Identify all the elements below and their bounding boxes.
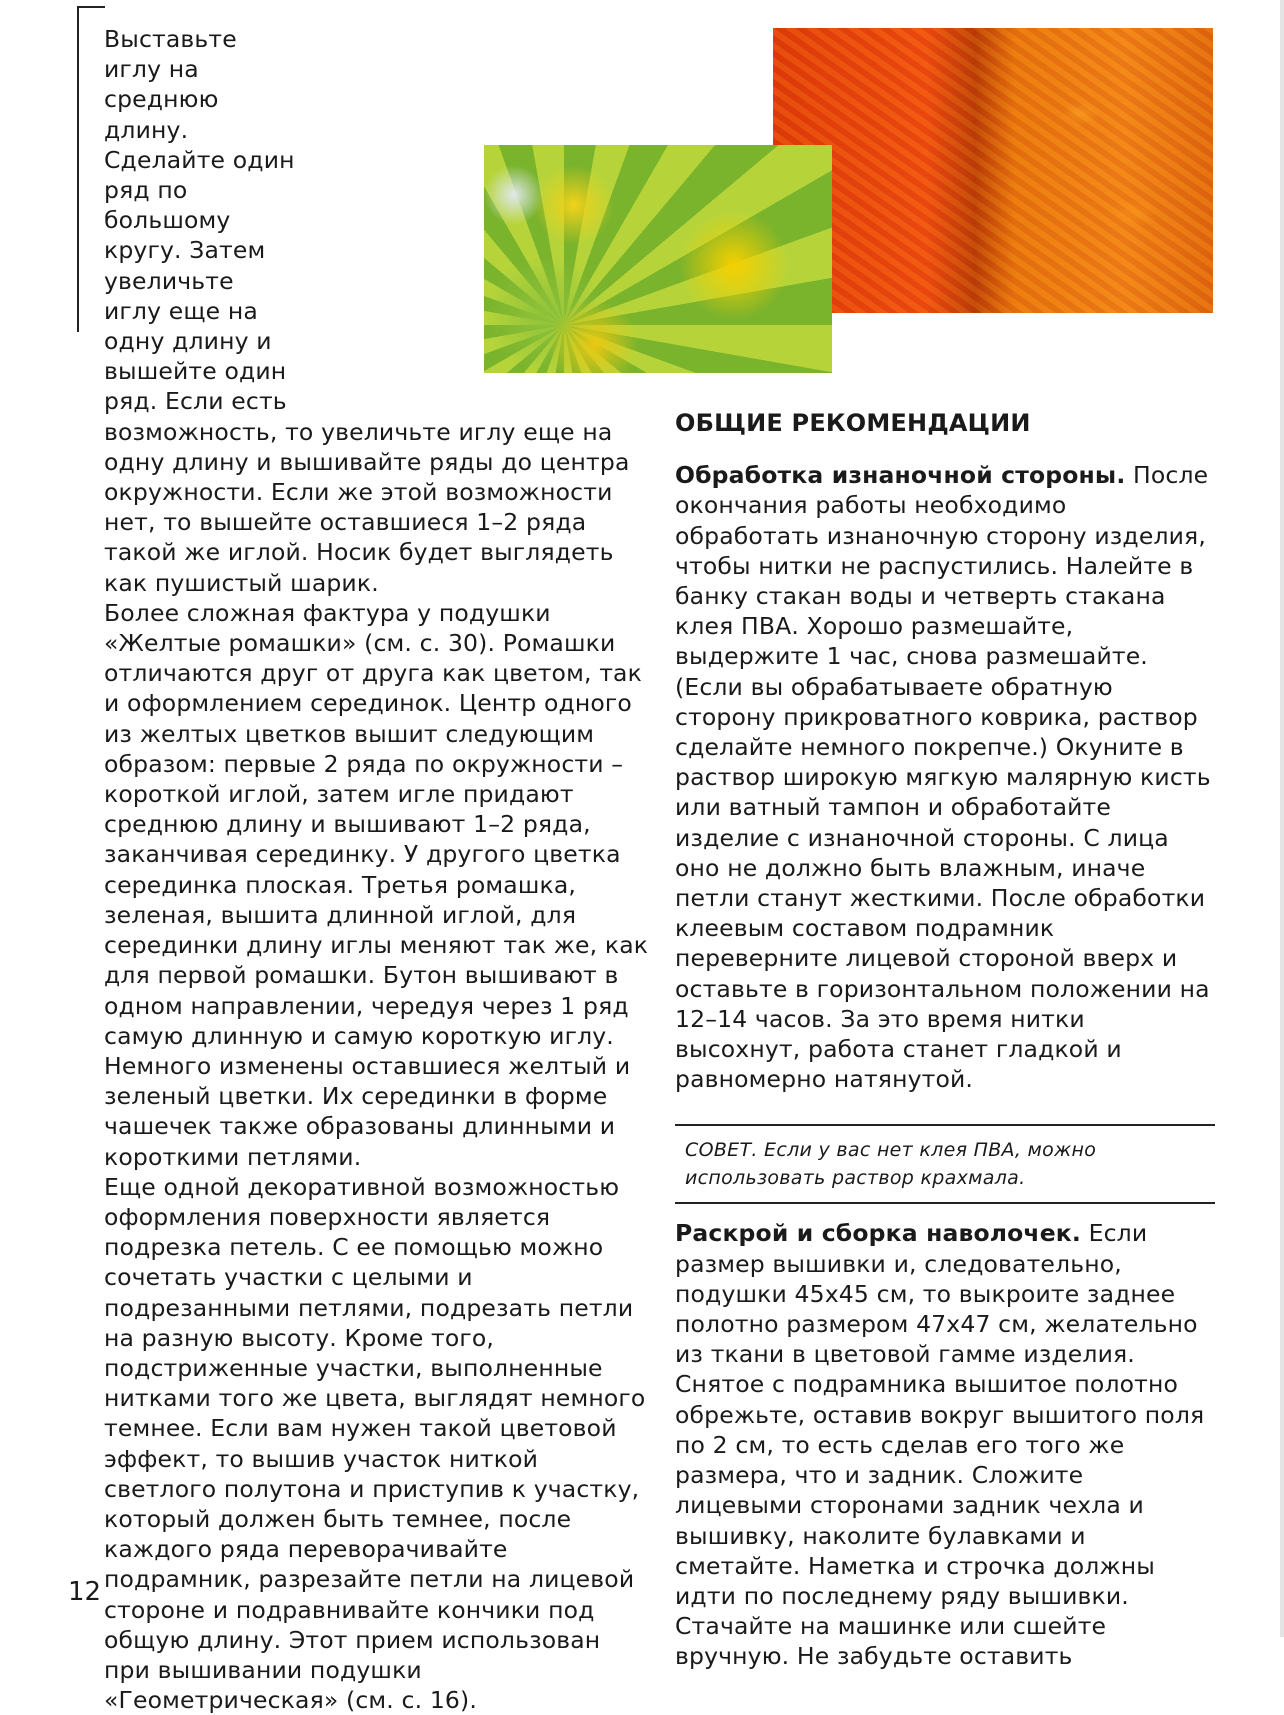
corner-rule-vertical xyxy=(77,6,79,332)
backing-treatment-text: После окончания работы необходимо обработать изнаночную сторону изделия, чтобы нитки не распустились. Налейте в банку стакан воды и четверть стакана клея ПВА. Хорошо размешайте, выдержите 1 час, снова размешайте. (Если вы обрабатываете обратную сторону прикроватного коврика, раствор сделайте немного покрепче.) Окуните в раствор широкую мягкую малярную кисть или ватный тампон и обработайте изделие с изнаночной стороны. С лица оно не должно быть влажным, иначе петли станут жесткими. После обработки клеевым составом подрамник переверните лицевой стороной вверх и оставьте в горизонтальном положении на 12–14 часов. За это время нитки высохнут, работа станет гладкой и равномерно натянутой. xyxy=(675,461,1211,1094)
photo-wrap-space xyxy=(304,139,659,399)
pillowcase-paragraph xyxy=(675,1218,1215,1671)
right-column xyxy=(675,408,1215,1672)
paragraph-1: Выставьте иглу на среднюю длину. Сделайте один ряд по большому кругу. Затем увеличьте иглу еще на одну длину и вышейте один ряд. Если есть возможность, то увеличьте иглу еще на одну длину и вышивайте ряды до центра окружности. Если же этой возможности нет, то вышейте оставшиеся 1–2 ряда такой же иглой. Носик будет выглядеть как пушистый шарик. xyxy=(104,25,630,597)
pillowcase-text: Если размер вышивки и, следовательно, подушки 45x45 см, то выкроите заднее полотно размером 47x47 см, желательно из ткани в цветовой гамме изделия. Снятое с подрамника вышитое полотно обрежьте, оставив вокруг вышитого поля по 2 см, то есть сделав его того же размера, что и задник. Сложите лицевыми сторонами задник чехла и вышивку, наколите булавками и сметайте. Наметка и строчка должны идти по последнему ряду вышивки. Стачайте на машинке или сшейте вручную. Не забудьте оставить xyxy=(675,1219,1205,1671)
paragraph-2: Более сложная фактура у подушки «Желтые ромашки» (см. с. 30). Ромашки отличаются друг от друга как цветом, так и оформлением серединок. Центр одного из желтых цветков вышит следующим образом: первые 2 ряда по окружности – короткой иглой, затем игле придают среднюю длину и вышивают 1–2 ряда, заканчивая серединку. У другого цветка серединка плоская. Третья ромашка, зеленая, вышита длинной иглой, для серединки длину иглы меняют так же, как для первой ромашки. Бутон вышивают в одном направлении, чередуя через 1 ряд самую длинную и самую короткую иглу. xyxy=(104,598,649,1050)
backing-treatment-paragraph xyxy=(675,460,1215,1094)
corner-rule-horizontal xyxy=(77,6,105,8)
paragraph-3: Немного изменены оставшиеся желтый и зеленый цветки. Их серединки в форме чашечек также образованы длинными и короткими петлями. xyxy=(104,1051,631,1171)
page-edge xyxy=(1280,0,1284,1637)
left-column xyxy=(104,24,649,1715)
section-heading: ОБЩИЕ РЕКОМЕНДАЦИИ xyxy=(675,409,1031,437)
orange-pile-texture-photo xyxy=(773,28,1213,313)
page-number: 12 xyxy=(68,1577,102,1607)
paragraph-4: Еще одной декоративной возможностью оформления поверхности является подрезка петель. С ее помощью можно сочетать участки с целыми и подрезанными петлями, подрезать петли на разную высоту. Кроме того, подстриженные участки, выполненные нитками того же цвета, выглядят немного темнее. Если вам нужен такой цветовой эффект, то вышив участок ниткой светлого полутона и приступив к участку, который должен быть темнее, после каждого ряда переворачивайте подрамник, разрезайте петли на лицевой стороне и подравнивайте кончики под общую длину. Этот прием использован при вышивании подушки «Геометрическая» (см. с. 16). xyxy=(104,1172,646,1715)
pillowcase-title: Раскрой и сборка наволочек. xyxy=(675,1219,1081,1248)
tip-box: СОВЕТ. Если у вас нет клея ПВА, можно использовать раствор крахмала. xyxy=(675,1124,1215,1204)
backing-treatment-title: Обработка изнаночной стороны. xyxy=(675,461,1126,490)
